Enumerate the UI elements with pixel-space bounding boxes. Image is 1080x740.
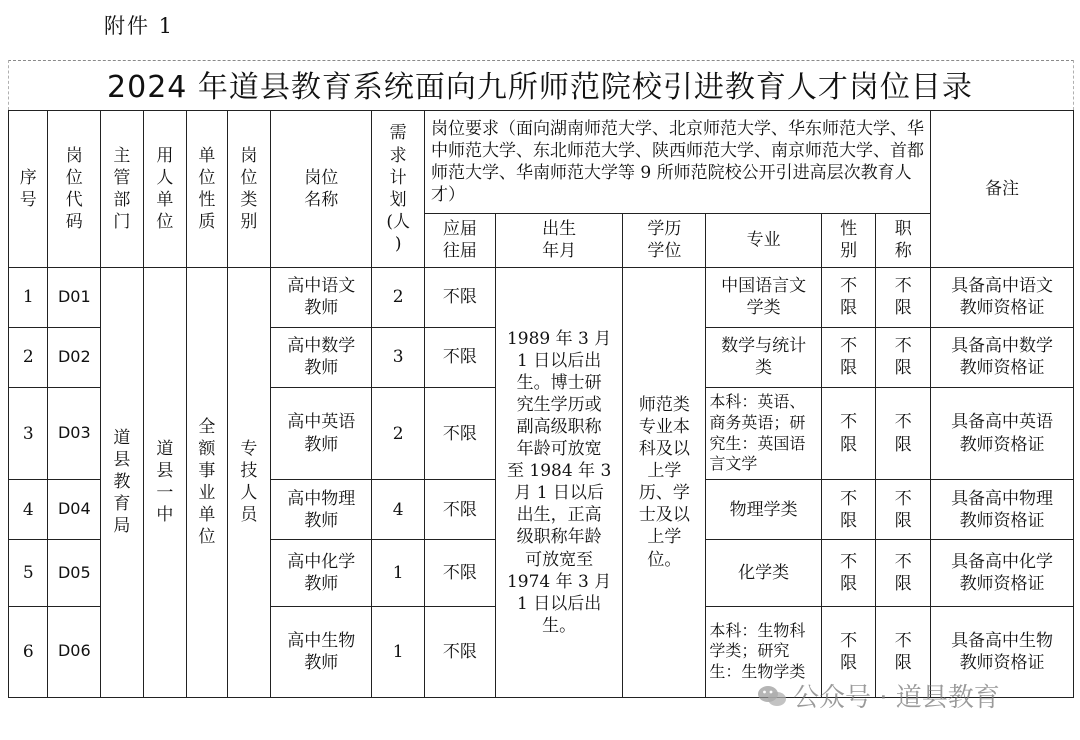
row-post: 高中物理 教师	[271, 480, 372, 540]
row-gender: 不 限	[821, 606, 876, 697]
header-post-name: 岗位 名称	[271, 111, 372, 268]
row-gender: 不 限	[821, 540, 876, 606]
row-plan: 2	[372, 387, 425, 479]
header-dept: 主 管 部 门	[101, 111, 144, 268]
row-title-rank: 不 限	[876, 387, 931, 479]
row-fresh: 不限	[425, 540, 496, 606]
watermark-text: 公众号 · 道县教育	[793, 683, 1000, 713]
row-major: 数学与统计 类	[706, 327, 821, 387]
header-remark: 备注	[931, 111, 1074, 268]
row-title-rank: 不 限	[876, 606, 931, 697]
row-title-rank: 不 限	[876, 327, 931, 387]
row-post: 高中语文 教师	[271, 267, 372, 327]
unit-type-cell: 全 额 事 业 单 位	[187, 267, 227, 697]
watermark	[757, 677, 1000, 714]
row-post: 高中化学 教师	[271, 540, 372, 606]
education-cell: 师范类 专业本 科及以 上学 历、学 士及以 上学 位。	[623, 267, 706, 697]
header-row-1	[9, 111, 1074, 214]
header-employer: 用 人 单 位	[143, 111, 187, 268]
row-post: 高中英语 教师	[271, 387, 372, 479]
header-title-rank: 职 称	[876, 214, 931, 267]
row-seq: 3	[9, 387, 48, 479]
row-remark: 具备高中英语 教师资格证	[931, 387, 1074, 479]
header-seq: 序 号	[9, 111, 48, 268]
row-seq: 1	[9, 267, 48, 327]
row-seq: 6	[9, 606, 48, 697]
row-fresh: 不限	[425, 327, 496, 387]
header-code: 岗 位 代 码	[48, 111, 101, 268]
page-title: 2024 年道县教育系统面向九所师范院校引进教育人才岗位目录	[107, 70, 973, 105]
row-title-rank: 不 限	[876, 267, 931, 327]
row-title-rank: 不 限	[876, 480, 931, 540]
row-gender: 不 限	[821, 480, 876, 540]
row-major: 本科：生物科 学类；研究 生：生物学类	[706, 606, 821, 697]
row-remark: 具备高中数学 教师资格证	[931, 327, 1074, 387]
row-seq: 5	[9, 540, 48, 606]
row-plan: 2	[372, 267, 425, 327]
row-remark: 具备高中生物 教师资格证	[931, 606, 1074, 697]
wechat-icon	[757, 684, 787, 708]
header-birth: 出生 年月	[495, 214, 623, 267]
row-post: 高中生物 教师	[271, 606, 372, 697]
row-code: D06	[48, 606, 101, 697]
header-major: 专业	[706, 214, 821, 267]
row-major: 物理学类	[706, 480, 821, 540]
post-category-cell: 专 技 人 员	[227, 267, 271, 697]
header-education: 学历 学位	[623, 214, 706, 267]
position-table	[8, 110, 1074, 698]
row-seq: 4	[9, 480, 48, 540]
row-gender: 不 限	[821, 387, 876, 479]
dept-cell: 道 县 教 育 局	[101, 267, 144, 697]
row-remark: 具备高中化学 教师资格证	[931, 540, 1074, 606]
row-gender: 不 限	[821, 267, 876, 327]
row-code: D02	[48, 327, 101, 387]
row-major: 化学类	[706, 540, 821, 606]
row-post: 高中数学 教师	[271, 327, 372, 387]
row-plan: 1	[372, 606, 425, 697]
header-unit-type: 单 位 性 质	[187, 111, 227, 268]
header-post-category: 岗 位 类 别	[227, 111, 271, 268]
header-gender: 性 别	[821, 214, 876, 267]
row-fresh: 不限	[425, 387, 496, 479]
row-major: 本科：英语、 商务英语；研 究生：英国语 言文学	[706, 387, 821, 479]
row-major: 中国语言文 学类	[706, 267, 821, 327]
row-plan: 4	[372, 480, 425, 540]
row-remark: 具备高中物理 教师资格证	[931, 480, 1074, 540]
row-plan: 1	[372, 540, 425, 606]
row-gender: 不 限	[821, 327, 876, 387]
row-code: D01	[48, 267, 101, 327]
attachment-label: 附件 1	[104, 14, 175, 38]
employer-cell: 道 县 一 中	[143, 267, 187, 697]
row-fresh: 不限	[425, 606, 496, 697]
header-plan: 需 求 计 划 (人 )	[372, 111, 425, 268]
row-code: D05	[48, 540, 101, 606]
row-fresh: 不限	[425, 480, 496, 540]
row-fresh: 不限	[425, 267, 496, 327]
row-code: D03	[48, 387, 101, 479]
row-seq: 2	[9, 327, 48, 387]
table-row	[9, 267, 1074, 327]
row-plan: 3	[372, 327, 425, 387]
row-title-rank: 不 限	[876, 540, 931, 606]
header-requirements: 岗位要求（面向湖南师范大学、北京师范大学、华东师范大学、华中师范大学、东北师范大学、陕西师范大学、南京师范大学、首都师范大学、华南师范大学等 9 所师范院校公开引进高层次教育人才）	[425, 111, 931, 214]
row-code: D04	[48, 480, 101, 540]
header-fresh: 应届 往届	[425, 214, 496, 267]
birth-cell: 1989 年 3 月 1 日以后出 生。博士研 究生学历或 副高级职称 年龄可放宽 至 1984 年 3 月 1 日以后 出生，正高 级职称年龄 可放宽至 1974 年 3 月 1 日以后出 生。	[495, 267, 623, 697]
row-remark: 具备高中语文 教师资格证	[931, 267, 1074, 327]
